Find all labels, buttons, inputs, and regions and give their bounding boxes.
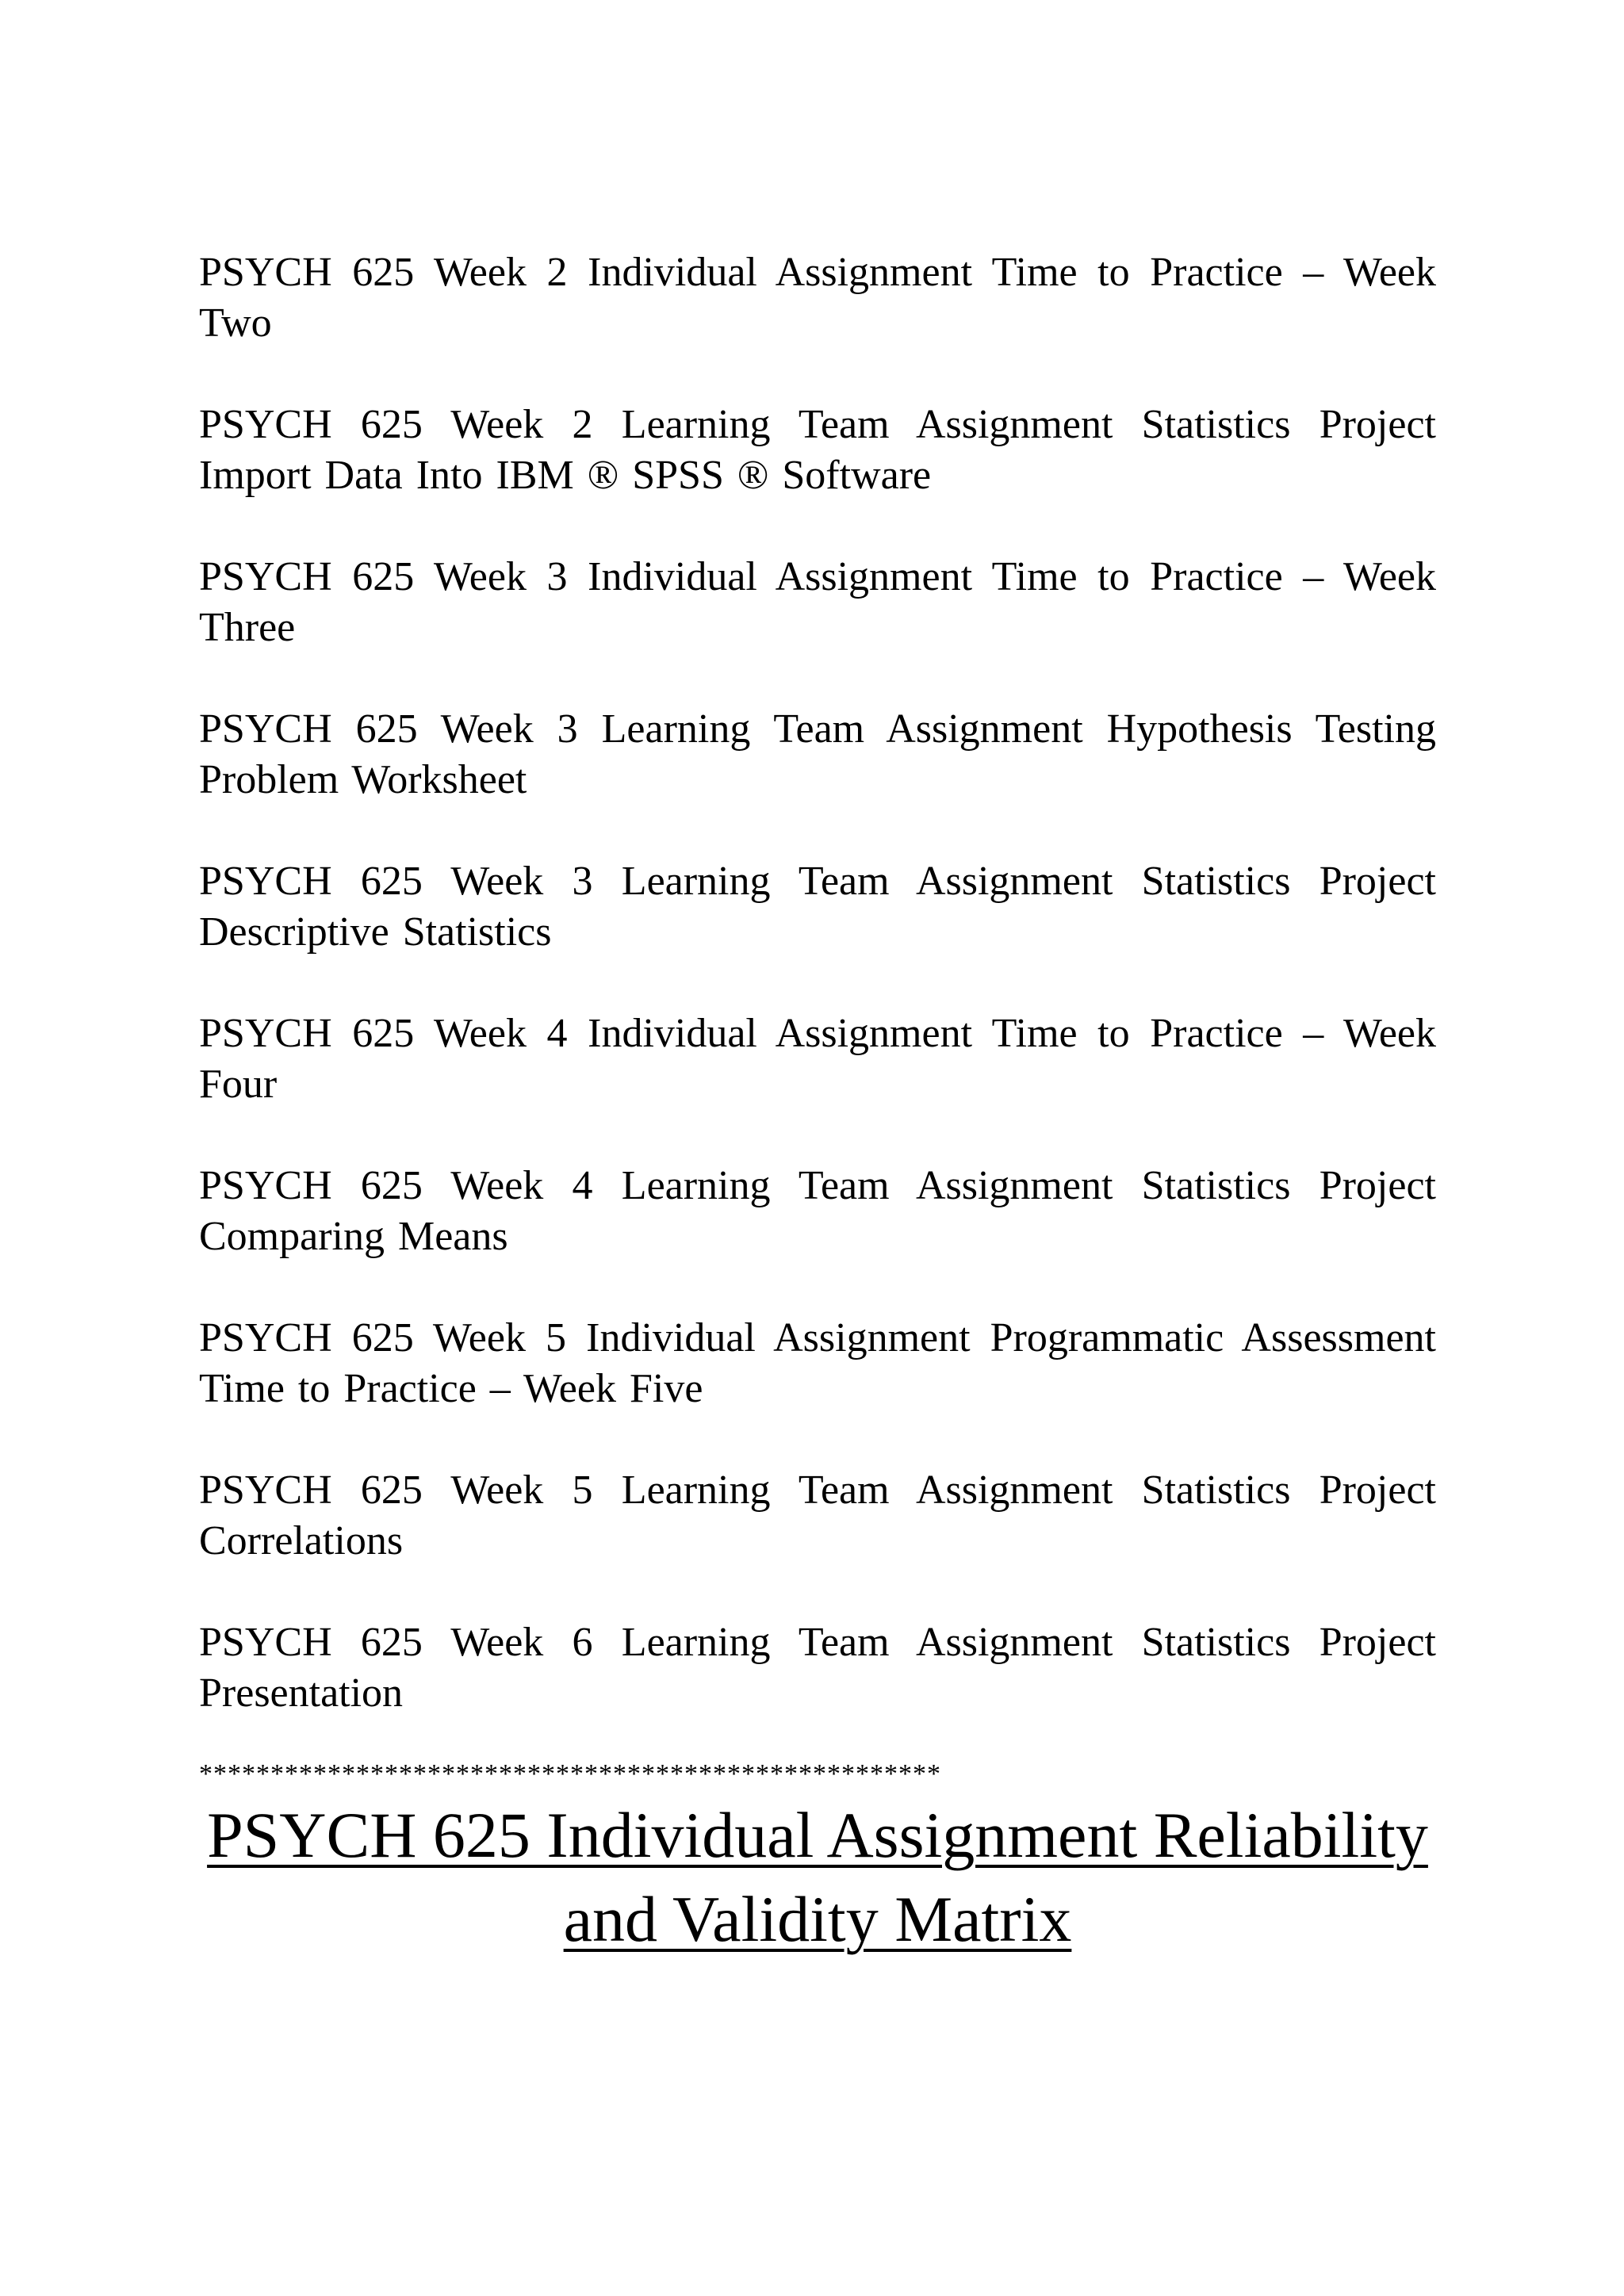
asterisk-separator: **************************************************** bbox=[199, 1759, 941, 1789]
assignment-item: PSYCH 625 Week 5 Learning Team Assignment Statistics Project Correlations bbox=[199, 1468, 1436, 1563]
assignment-item: PSYCH 625 Week 6 Learning Team Assignment Statistics Project Presentation bbox=[199, 1620, 1436, 1716]
assignment-item: PSYCH 625 Week 2 Learning Team Assignment Statistics Project Import Data Into IBM ® SPSS ® Software bbox=[199, 402, 1436, 498]
assignment-item: PSYCH 625 Week 3 Learning Team Assignment Statistics Project Descriptive Statistics bbox=[199, 859, 1436, 955]
assignment-item: PSYCH 625 Week 4 Learning Team Assignment Statistics Project Comparing Means bbox=[199, 1163, 1436, 1259]
assignment-item: PSYCH 625 Week 3 Learning Team Assignment Hypothesis Testing Problem Worksheet bbox=[199, 706, 1436, 802]
assignment-item: PSYCH 625 Week 4 Individual Assignment Time to Practice – Week Four bbox=[199, 1011, 1436, 1107]
assignment-item: PSYCH 625 Week 5 Individual Assignment Programmatic Assessment Time to Practice – Week Five bbox=[199, 1315, 1436, 1411]
assignment-item: PSYCH 625 Week 3 Individual Assignment Time to Practice – Week Three bbox=[199, 554, 1436, 650]
assignment-item: PSYCH 625 Week 2 Individual Assignment Time to Practice – Week Two bbox=[199, 250, 1436, 346]
section-title: PSYCH 625 Individual Assignment Reliability and Validity Matrix bbox=[207, 1799, 1428, 1955]
assignment-list bbox=[199, 247, 1436, 1770]
